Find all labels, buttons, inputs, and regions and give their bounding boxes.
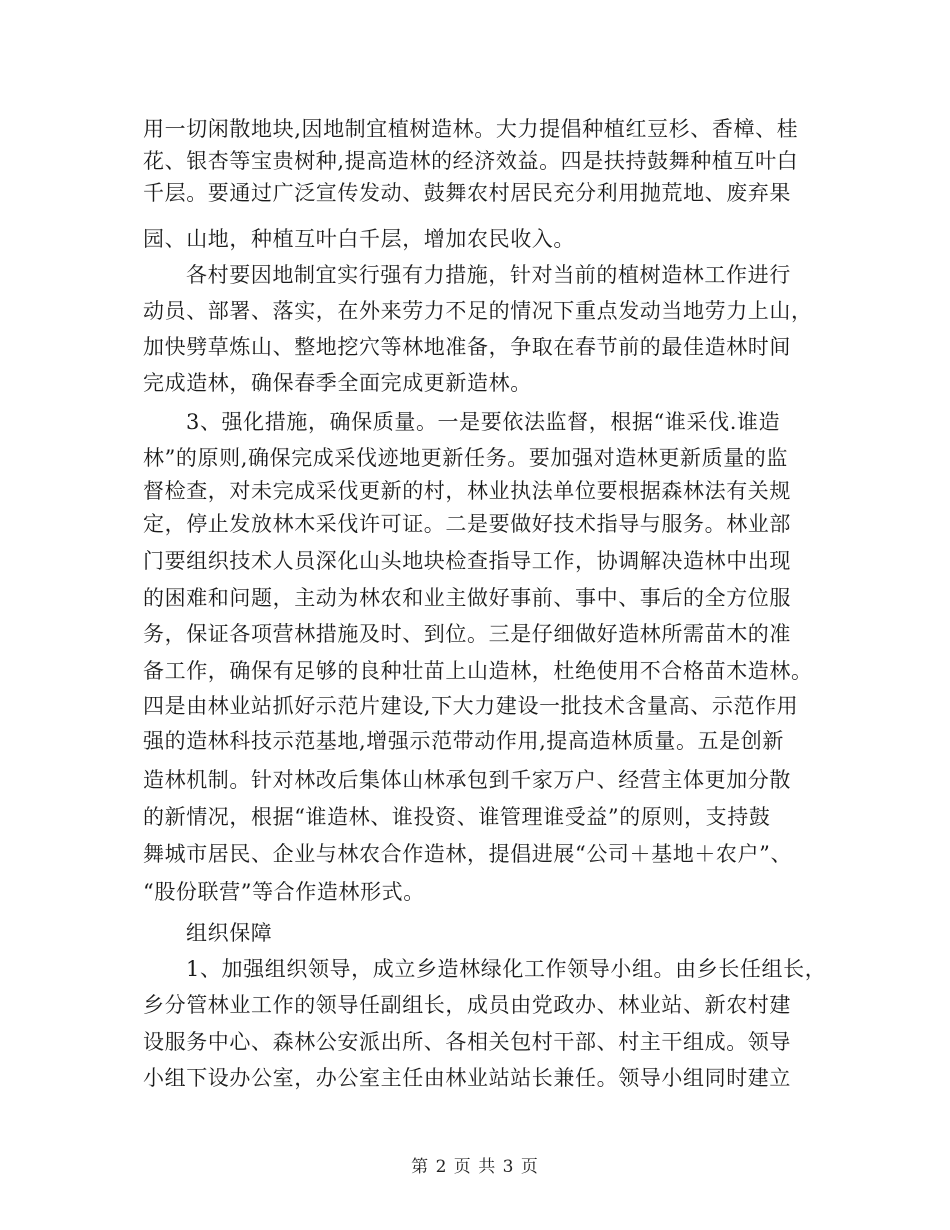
text-line: 舞城市居民、企业与林农合作造林，提倡进展“公司＋基地＋农户”、 — [143, 842, 793, 866]
text-line: 的困难和问题，主动为林农和业主做好事前、事中、事后的全方位服 — [143, 586, 791, 610]
text-line: 的新情况，根据“谁造林、谁投资、谁管理谁受益”的原则，支持鼓 — [143, 805, 771, 829]
text-line: 门要组织技术人员深化山头地块检查指导工作，协调解决造林中出现 — [143, 549, 791, 573]
text-line: 加快劈草炼山、整地挖穴等林地准备，争取在春节前的最佳造林时间 — [143, 335, 791, 359]
text-line: 园、山地，种植互叶白千层，增加农民收入。 — [143, 227, 575, 251]
text-line: 设服务中心、森林公安派出所、各相关包村干部、村主干组成。领导 — [143, 1030, 791, 1054]
text-line: 乡分管林业工作的领导任副组长，成员由党政办、林业站、新农村建 — [143, 993, 791, 1017]
page-number-footer: 第 2 页 共 3 页 — [411, 1157, 539, 1177]
text-line: 督检查，对未完成采伐更新的村，林业执法单位要根据森林法有关规 — [143, 479, 791, 503]
text-line: 务，保证各项营林措施及时、到位。三是仔细做好造林所需苗木的准 — [143, 622, 791, 646]
text-line: “股份联营”等合作造林形式。 — [143, 880, 425, 904]
text-line: 小组下设办公室，办公室主任由林业站站长兼任。领导小组同时建立 — [143, 1066, 791, 1090]
text-line: 林”的原则,确保完成采伐迹地更新任务。要加强对造林更新质量的监 — [143, 446, 789, 470]
text-line: 用一切闲散地块,因地制宜植树造林。大力提倡种植红豆杉、香樟、桂 — [143, 117, 799, 141]
text-line: 造林机制。针对林改后集体山林承包到千家万户、经营主体更加分散 — [143, 768, 791, 792]
text-line: 千层。要通过广泛宣传发动、鼓舞农村居民充分利用抛荒地、废弃果 — [143, 181, 791, 205]
section-heading: 组织保障 — [186, 921, 273, 945]
text-line: 各村要因地制宜实行强有力措施，针对当前的植树造林工作进行 — [186, 263, 791, 287]
text-line: 强的造林科技示范基地,增强示范带动作用,提高造林质量。五是创新 — [143, 729, 784, 753]
text-line: 四是由林业站抓好示范片建设,下大力建设一批技术含量高、示范作用 — [143, 694, 799, 718]
text-line: 动员、部署、落实，在外来劳力不足的情况下重点发动当地劳力上山， — [143, 299, 813, 323]
text-line: 定，停止发放林木采伐许可证。二是要做好技术指导与服务。林业部 — [143, 512, 791, 536]
text-line: 1、加强组织领导，成立乡造林绿化工作领导小组。由乡长任组长， — [186, 957, 827, 981]
text-line: 备工作，确保有足够的良种壮苗上山造林，杜绝使用不合格苗木造林。 — [143, 659, 813, 683]
text-line: 花、银杏等宝贵树种,提高造林的经济效益。四是扶持鼓舞种植互叶白 — [143, 149, 799, 173]
text-line: 完成造林，确保春季全面完成更新造林。 — [143, 371, 532, 395]
text-line: 3、强化措施，确保质量。一是要依法监督，根据“谁采伐.谁造 — [186, 410, 781, 434]
